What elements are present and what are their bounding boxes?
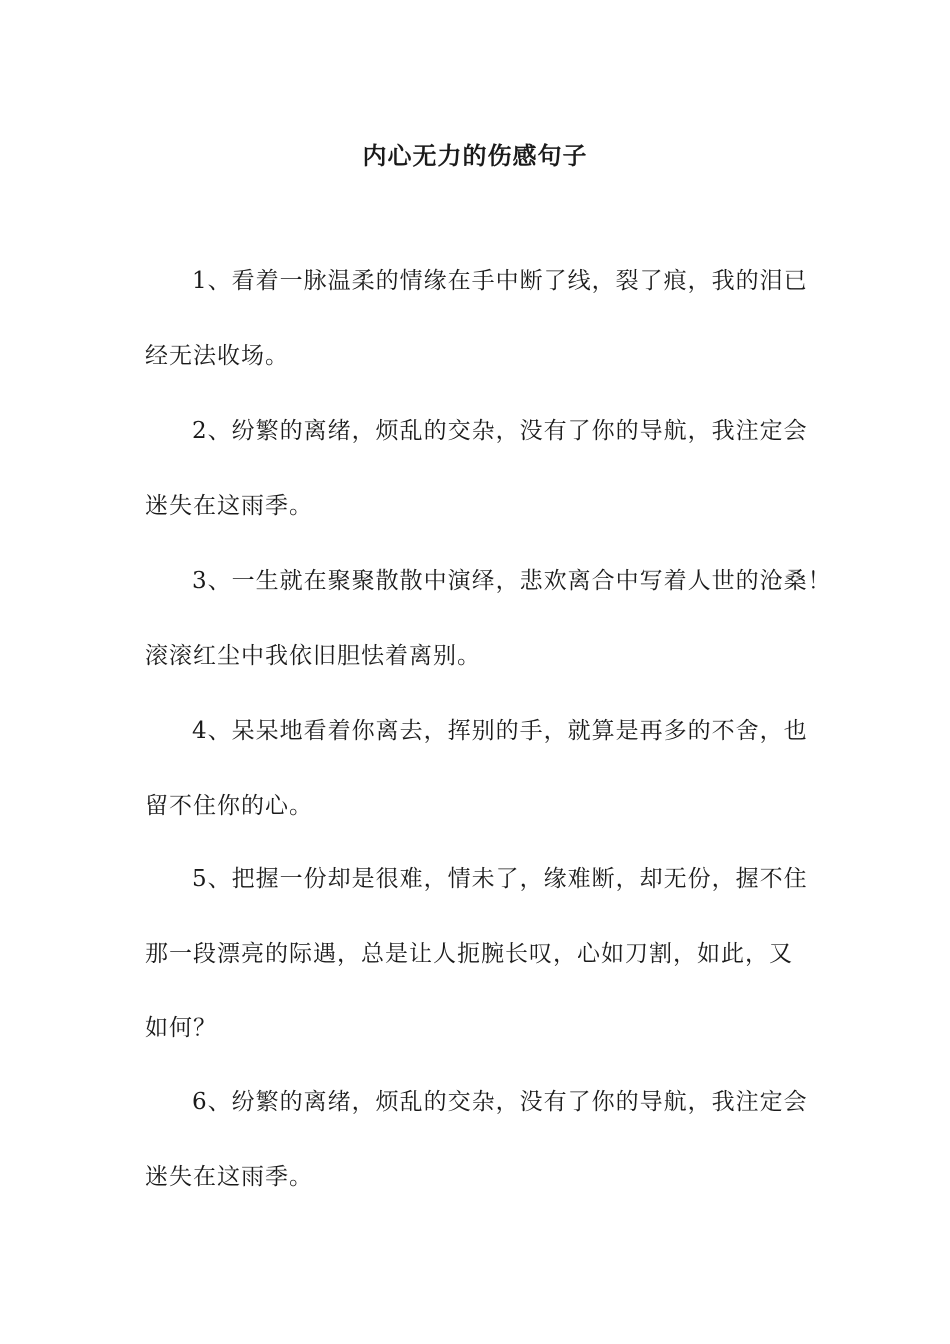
paragraph-1-line-2: 经无法收场。 xyxy=(145,343,289,369)
paragraph-2-line-2: 迷失在这雨季。 xyxy=(145,493,313,519)
paragraph-5-line-3: 如何？ xyxy=(145,1015,217,1041)
paragraph-6-line-1: 6、纷繁的离绪，烦乱的交杂，没有了你的导航，我注定会 xyxy=(192,1089,808,1115)
paragraph-5-line-1: 5、把握一份却是很难，情未了，缘难断，却无份，握不住 xyxy=(192,866,808,892)
page-title: 内心无力的伤感句子 xyxy=(362,141,588,170)
paragraph-2-line-1: 2、纷繁的离绪，烦乱的交杂，没有了你的导航，我注定会 xyxy=(192,418,808,444)
paragraph-3-line-2: 滚滚红尘中我依旧胆怯着离别。 xyxy=(145,643,481,669)
paragraph-6-line-2: 迷失在这雨季。 xyxy=(145,1164,313,1190)
paragraph-3-line-1: 3、一生就在聚聚散散中演绎，悲欢离合中写着人世的沧桑！ xyxy=(192,568,832,594)
paragraph-5-line-2: 那一段漂亮的际遇，总是让人扼腕长叹，心如刀割，如此，又 xyxy=(145,941,793,967)
paragraph-4-line-2: 留不住你的心。 xyxy=(145,793,313,819)
paragraph-4-line-1: 4、呆呆地看着你离去，挥别的手，就算是再多的不舍，也 xyxy=(192,718,808,744)
paragraph-1-line-1: 1、看着一脉温柔的情缘在手中断了线，裂了痕，我的泪已 xyxy=(192,268,808,294)
